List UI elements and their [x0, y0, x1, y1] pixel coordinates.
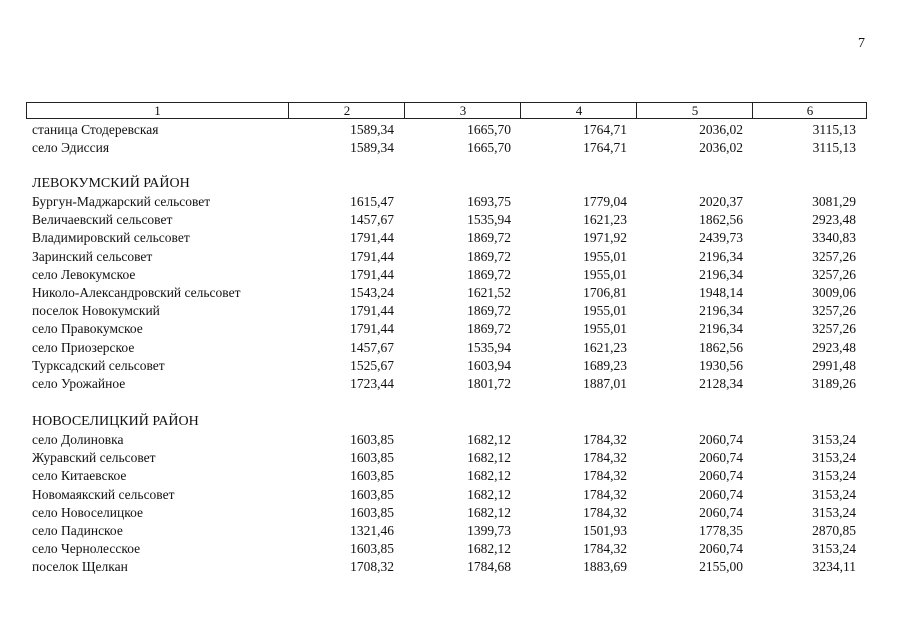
row-value-col-3: 1869,72 — [467, 303, 511, 319]
row-value-col-2: 1603,85 — [350, 450, 394, 466]
section-title: ЛЕВОКУМСКИЙ РАЙОН — [32, 176, 190, 191]
row-name: село Урожайное — [32, 376, 126, 391]
row-value-col-3: 1682,12 — [467, 432, 511, 447]
header-col-2: 2 — [288, 103, 405, 118]
row-value-col-5: 2060,74 — [699, 486, 743, 502]
table-row — [0, 211, 905, 229]
row-value-col-2: 1603,85 — [350, 486, 394, 502]
row-value-col-2: 1723,44 — [350, 376, 394, 391]
row-value-col-3: 1801,72 — [467, 376, 511, 391]
table-row — [0, 431, 905, 449]
row-value-col-5: 2060,74 — [699, 450, 743, 466]
row-value-col-5: 2060,74 — [699, 468, 743, 484]
row-value-col-2: 1791,44 — [350, 248, 394, 264]
row-value-col-5: 1862,56 — [699, 339, 743, 355]
header-col-3: 3 — [404, 103, 521, 118]
row-value-col-4: 1784,32 — [583, 450, 627, 466]
table-row — [0, 266, 905, 284]
table-row — [0, 339, 905, 357]
table-row — [0, 449, 905, 467]
row-name: Величаевский сельсовет — [32, 212, 173, 228]
row-value-col-4: 1955,01 — [583, 248, 627, 264]
row-value-col-3: 1869,72 — [467, 230, 511, 246]
row-name: село Приозерское — [32, 339, 135, 355]
row-value-col-2: 1603,85 — [350, 468, 394, 484]
table-row — [0, 121, 905, 139]
row-value-col-5: 2060,74 — [699, 432, 743, 447]
row-value-col-2: 1615,47 — [350, 194, 394, 209]
row-value-col-6: 3081,29 — [812, 194, 856, 209]
row-value-col-6: 3153,24 — [812, 450, 856, 466]
row-name: село Эдиссия — [32, 140, 110, 156]
row-value-col-4: 1784,32 — [583, 432, 627, 447]
row-name: село Китаевское — [32, 468, 127, 484]
row-value-col-4: 1779,04 — [583, 194, 627, 209]
table-header — [26, 102, 867, 119]
row-value-col-5: 2060,74 — [699, 504, 743, 520]
row-value-col-5: 2036,02 — [699, 140, 743, 156]
table-row — [0, 558, 905, 576]
row-value-col-6: 3153,24 — [812, 541, 856, 557]
row-value-col-2: 1791,44 — [350, 303, 394, 319]
row-value-col-3: 1784,68 — [467, 559, 511, 575]
table-row — [0, 540, 905, 558]
section-title: НОВОСЕЛИЦКИЙ РАЙОН — [32, 414, 199, 429]
row-name: Бургун-Маджарский сельсовет — [32, 194, 211, 209]
row-value-col-6: 3257,26 — [812, 303, 856, 319]
row-value-col-5: 1948,14 — [699, 285, 743, 300]
row-value-col-5: 2196,34 — [699, 266, 743, 282]
header-col-1: 1 — [154, 103, 161, 118]
row-value-col-3: 1682,12 — [467, 450, 511, 466]
row-name: поселок Щелкан — [32, 559, 128, 575]
row-name: Николо-Александровский сельсовет — [32, 285, 241, 300]
row-value-col-4: 1971,92 — [583, 230, 627, 246]
row-name: село Долиновка — [32, 432, 124, 447]
row-value-col-6: 3257,26 — [812, 248, 856, 264]
row-name: село Левокумское — [32, 266, 136, 282]
row-value-col-6: 3153,24 — [812, 486, 856, 502]
row-value-col-2: 1525,67 — [350, 357, 394, 373]
row-value-col-2: 1457,67 — [350, 212, 394, 228]
table-row — [0, 504, 905, 522]
row-value-col-2: 1457,67 — [350, 339, 394, 355]
row-value-col-6: 3115,13 — [812, 140, 856, 156]
table-row — [0, 302, 905, 320]
row-value-col-4: 1784,32 — [583, 486, 627, 502]
row-value-col-3: 1665,70 — [467, 122, 511, 137]
row-value-col-2: 1543,24 — [350, 285, 394, 300]
row-name: село Правокумское — [32, 321, 143, 337]
row-name: село Новоселицкое — [32, 504, 143, 520]
header-col-6: 6 — [752, 103, 867, 118]
row-value-col-5: 2060,74 — [699, 541, 743, 557]
row-value-col-3: 1869,72 — [467, 266, 511, 282]
row-value-col-5: 2196,34 — [699, 248, 743, 264]
row-value-col-4: 1955,01 — [583, 266, 627, 282]
row-value-col-3: 1693,75 — [467, 194, 511, 209]
row-value-col-6: 3257,26 — [812, 266, 856, 282]
row-value-col-3: 1665,70 — [467, 140, 511, 156]
row-value-col-2: 1791,44 — [350, 230, 394, 246]
row-value-col-6: 3234,11 — [812, 559, 856, 575]
row-value-col-2: 1791,44 — [350, 321, 394, 337]
row-value-col-2: 1589,34 — [350, 122, 394, 137]
header-col-4: 4 — [520, 103, 637, 118]
row-value-col-3: 1682,12 — [467, 486, 511, 502]
row-value-col-3: 1682,12 — [467, 541, 511, 557]
row-name: село Падинское — [32, 523, 123, 538]
table-row — [0, 357, 905, 375]
row-value-col-6: 3340,83 — [812, 230, 856, 246]
row-value-col-2: 1791,44 — [350, 266, 394, 282]
row-value-col-4: 1784,32 — [583, 541, 627, 557]
row-name: поселок Новокумский — [32, 303, 160, 319]
row-value-col-6: 2923,48 — [812, 339, 856, 355]
row-value-col-5: 2196,34 — [699, 321, 743, 337]
row-value-col-4: 1764,71 — [583, 140, 627, 156]
header-col-5: 5 — [636, 103, 753, 118]
row-value-col-6: 3115,13 — [812, 122, 856, 137]
row-value-col-4: 1955,01 — [583, 321, 627, 337]
table-row — [0, 522, 905, 540]
row-value-col-3: 1535,94 — [467, 339, 511, 355]
row-value-col-2: 1603,85 — [350, 432, 394, 447]
row-value-col-3: 1603,94 — [467, 357, 511, 373]
row-name: Владимировский сельсовет — [32, 230, 190, 246]
row-value-col-4: 1621,23 — [583, 339, 627, 355]
row-value-col-6: 3009,06 — [812, 285, 856, 300]
row-value-col-5: 2128,34 — [699, 376, 743, 391]
row-value-col-4: 1887,01 — [583, 376, 627, 391]
table-row — [0, 193, 905, 211]
table-row — [0, 248, 905, 266]
table-row — [0, 467, 905, 485]
row-name: Турксадский сельсовет — [32, 357, 165, 373]
row-value-col-4: 1706,81 — [583, 285, 627, 300]
row-value-col-5: 1778,35 — [699, 523, 743, 538]
row-name: село Чернолесское — [32, 541, 141, 557]
row-value-col-3: 1535,94 — [467, 212, 511, 228]
row-value-col-4: 1883,69 — [583, 559, 627, 575]
page-number: 7 — [858, 36, 865, 51]
row-value-col-3: 1682,12 — [467, 504, 511, 520]
row-value-col-3: 1621,52 — [467, 285, 511, 300]
row-value-col-2: 1589,34 — [350, 140, 394, 156]
table-row — [0, 320, 905, 338]
row-value-col-5: 2155,00 — [699, 559, 743, 575]
row-value-col-5: 1930,56 — [699, 357, 743, 373]
row-value-col-5: 1862,56 — [699, 212, 743, 228]
row-value-col-4: 1764,71 — [583, 122, 627, 137]
row-value-col-2: 1603,85 — [350, 504, 394, 520]
row-value-col-6: 3189,26 — [812, 376, 856, 391]
row-value-col-4: 1689,23 — [583, 357, 627, 373]
row-value-col-4: 1621,23 — [583, 212, 627, 228]
row-value-col-5: 2036,02 — [699, 122, 743, 137]
row-value-col-4: 1955,01 — [583, 303, 627, 319]
row-value-col-6: 3153,24 — [812, 468, 856, 484]
row-value-col-5: 2439,73 — [699, 230, 743, 246]
row-value-col-6: 2923,48 — [812, 212, 856, 228]
row-name: Журавский сельсовет — [32, 450, 156, 466]
row-value-col-4: 1784,32 — [583, 504, 627, 520]
row-value-col-3: 1399,73 — [467, 523, 511, 538]
row-name: станица Стодеревская — [32, 122, 159, 137]
row-value-col-2: 1321,46 — [350, 523, 394, 538]
row-value-col-2: 1603,85 — [350, 541, 394, 557]
row-value-col-4: 1501,93 — [583, 523, 627, 538]
table-row — [0, 284, 905, 302]
row-value-col-3: 1869,72 — [467, 321, 511, 337]
row-value-col-4: 1784,32 — [583, 468, 627, 484]
row-value-col-6: 2870,85 — [812, 523, 856, 538]
table-row — [0, 375, 905, 393]
row-value-col-2: 1708,32 — [350, 559, 394, 575]
row-value-col-3: 1682,12 — [467, 468, 511, 484]
row-value-col-6: 3257,26 — [812, 321, 856, 337]
row-value-col-6: 3153,24 — [812, 504, 856, 520]
row-value-col-5: 2020,37 — [699, 194, 743, 209]
table-row — [0, 229, 905, 247]
row-name: Новомаякский сельсовет — [32, 486, 175, 502]
row-value-col-5: 2196,34 — [699, 303, 743, 319]
row-value-col-6: 3153,24 — [812, 432, 856, 447]
row-name: Заринский сельсовет — [32, 248, 153, 264]
table-row — [0, 139, 905, 157]
table-row — [0, 486, 905, 504]
row-value-col-3: 1869,72 — [467, 248, 511, 264]
row-value-col-6: 2991,48 — [812, 357, 856, 373]
